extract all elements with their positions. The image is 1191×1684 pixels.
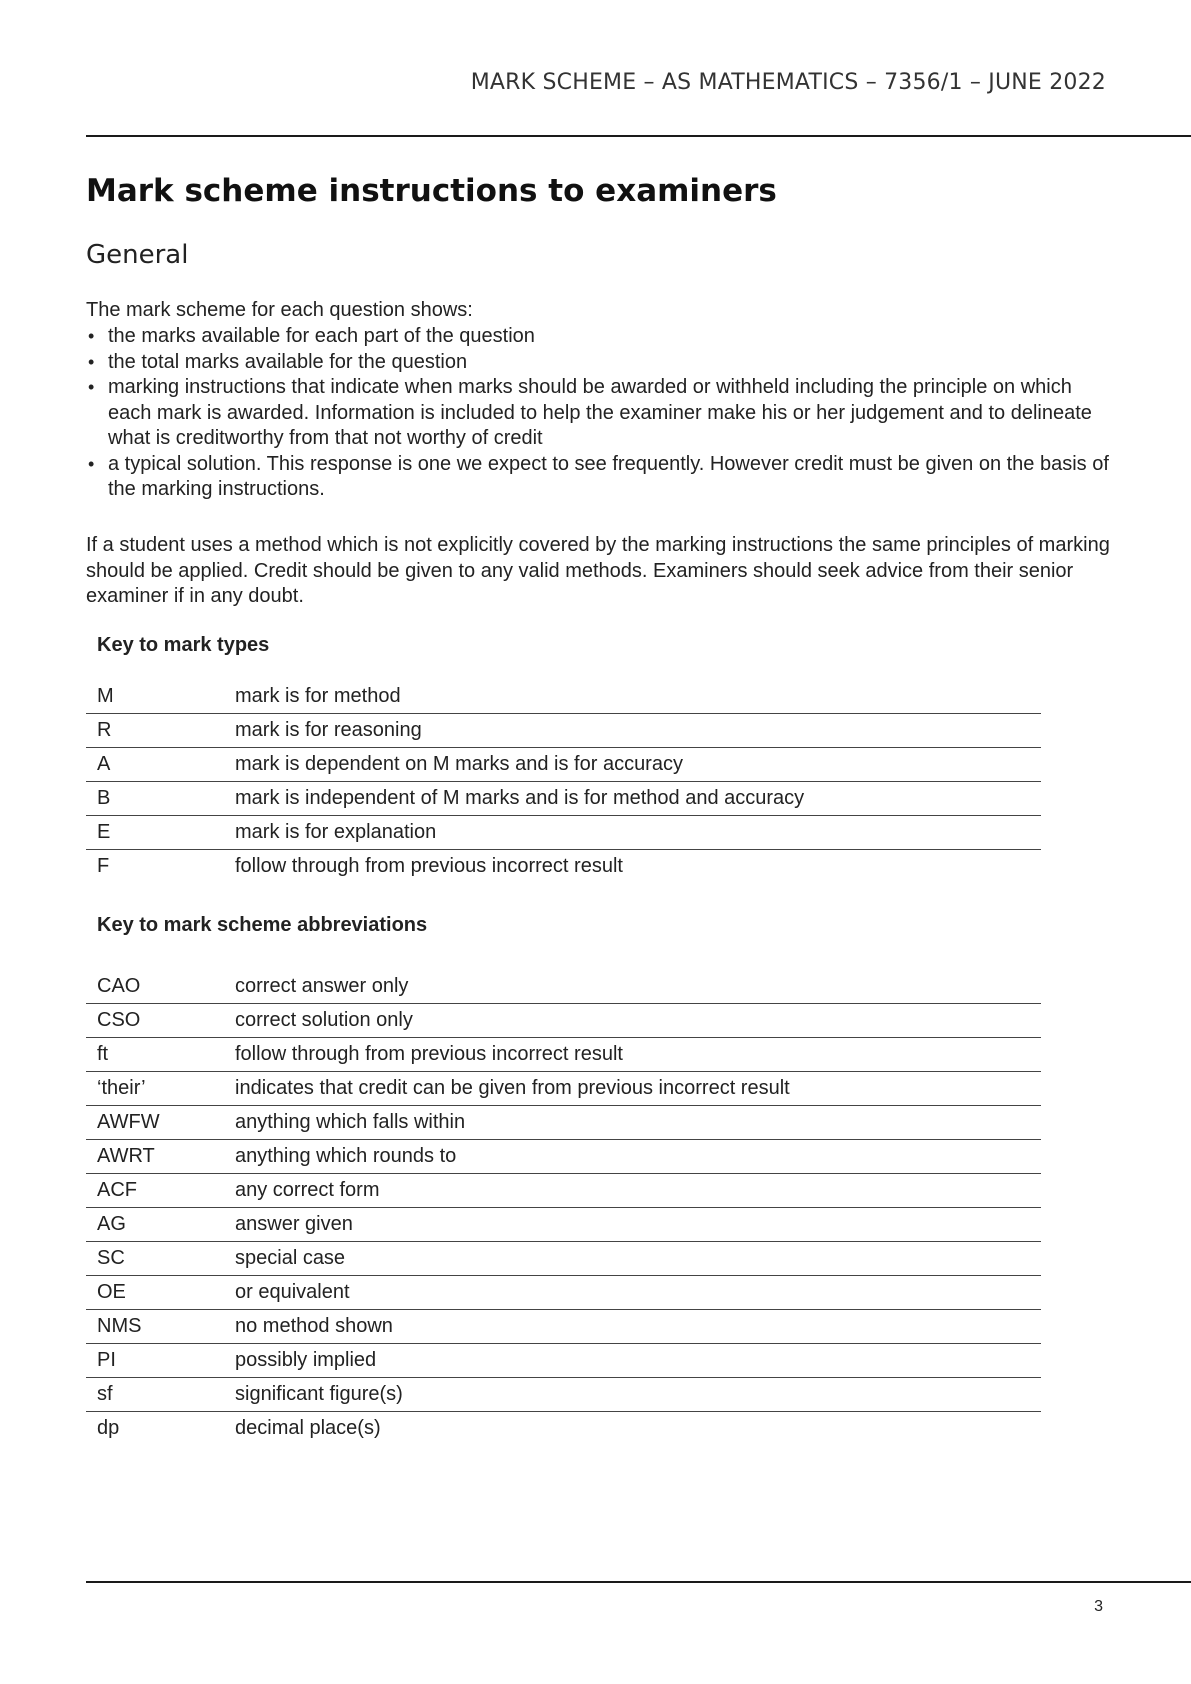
code-cell: NMS <box>86 1310 235 1344</box>
meaning-cell: mark is dependent on M marks and is for accuracy <box>235 748 1041 782</box>
code-cell: AG <box>86 1208 235 1242</box>
code-cell: E <box>86 816 235 850</box>
table-row <box>86 1242 1041 1276</box>
meaning-cell: any correct form <box>235 1174 1041 1208</box>
meaning-cell: no method shown <box>235 1310 1041 1344</box>
code-cell: CAO <box>86 970 235 1004</box>
code-cell: ‘their’ <box>86 1072 235 1106</box>
footer-divider <box>86 1581 1191 1583</box>
code-cell: sf <box>86 1378 235 1412</box>
meaning-cell: possibly implied <box>235 1344 1041 1378</box>
code-cell: A <box>86 748 235 782</box>
meaning-cell: anything which falls within <box>235 1106 1041 1140</box>
code-cell: dp <box>97 1417 120 1439</box>
table-row <box>86 748 1041 782</box>
table-row <box>86 1140 1041 1174</box>
table-row <box>86 1106 1041 1140</box>
bullet-item: • the marks available for each part of the question <box>86 324 1116 350</box>
meaning-cell: answer given <box>235 1208 1041 1242</box>
code-cell: F <box>97 855 110 877</box>
table-row <box>86 816 1041 850</box>
code-cell: SC <box>86 1242 235 1276</box>
table-row <box>86 714 1041 748</box>
page-title: Mark scheme instructions to examiners <box>86 173 777 209</box>
meaning-cell: significant figure(s) <box>235 1378 1041 1412</box>
bullet-item: • a typical solution. This response is one we expect to see frequently. However credit must be given on the basis of the marking instructions. <box>86 452 1116 503</box>
table-row <box>86 1344 1041 1378</box>
table-row <box>86 782 1041 816</box>
mark-types-heading: Key to mark types <box>97 634 270 656</box>
meaning-cell: follow through from previous incorrect result <box>235 855 623 877</box>
meaning-cell: mark is for method <box>235 680 1041 714</box>
meaning-cell: follow through from previous incorrect result <box>235 1038 1041 1072</box>
bullet-item: • marking instructions that indicate when marks should be awarded or withheld including the principle on which each mark is awarded. Information is included to help the examiner make his or her judgement and to delineate what is creditworthy from that not worthy of credit <box>86 375 1116 452</box>
page-number: 3 <box>1094 1598 1103 1615</box>
table-row <box>86 1378 1041 1412</box>
meaning-cell: decimal place(s) <box>235 1417 381 1439</box>
meaning-cell: correct solution only <box>235 1004 1041 1038</box>
mark-types-table <box>86 680 1041 883</box>
code-cell: ft <box>86 1038 235 1072</box>
table-row <box>86 1208 1041 1242</box>
bullet-list <box>86 324 1116 503</box>
table-row <box>86 1276 1041 1310</box>
table-row <box>86 680 1041 714</box>
abbreviations-heading: Key to mark scheme abbreviations <box>97 914 428 936</box>
meaning-cell: anything which rounds to <box>235 1140 1041 1174</box>
code-cell: B <box>86 782 235 816</box>
code-cell: M <box>86 680 235 714</box>
table-row <box>86 970 1041 1004</box>
table-row <box>86 1412 1041 1446</box>
meaning-cell: mark is independent of M marks and is for method and accuracy <box>235 782 1041 816</box>
meaning-cell: indicates that credit can be given from previous incorrect result <box>235 1072 1041 1106</box>
table-row <box>86 1004 1041 1038</box>
code-cell: R <box>86 714 235 748</box>
table-row <box>86 1038 1041 1072</box>
header-divider <box>86 135 1191 137</box>
bullet-item: • the total marks available for the question <box>86 350 1116 376</box>
meaning-cell: correct answer only <box>235 970 1041 1004</box>
section-title-general: General <box>86 240 189 270</box>
meaning-cell: special case <box>235 1242 1041 1276</box>
code-cell: AWFW <box>86 1106 235 1140</box>
meaning-cell: mark is for explanation <box>235 816 1041 850</box>
method-paragraph: If a student uses a method which is not explicitly covered by the marking instructions the same principles of marking should be applied. Credit should be given to any valid methods. Examiners should seek advice from their senior examiner if in any doubt. <box>86 534 1110 607</box>
code-cell: AWRT <box>86 1140 235 1174</box>
code-cell: PI <box>86 1344 235 1378</box>
code-cell: ACF <box>86 1174 235 1208</box>
intro-text: The mark scheme for each question shows: <box>86 299 473 321</box>
code-cell: CSO <box>86 1004 235 1038</box>
table-row <box>86 1072 1041 1106</box>
meaning-cell: mark is for reasoning <box>235 714 1041 748</box>
meaning-cell: or equivalent <box>235 1276 1041 1310</box>
running-header: MARK SCHEME – AS MATHEMATICS – 7356/1 – JUNE 2022 <box>470 70 1106 95</box>
table-row <box>86 1174 1041 1208</box>
table-row <box>86 850 1041 884</box>
table-row <box>86 1310 1041 1344</box>
code-cell: OE <box>86 1276 235 1310</box>
abbreviations-table <box>86 970 1041 1445</box>
